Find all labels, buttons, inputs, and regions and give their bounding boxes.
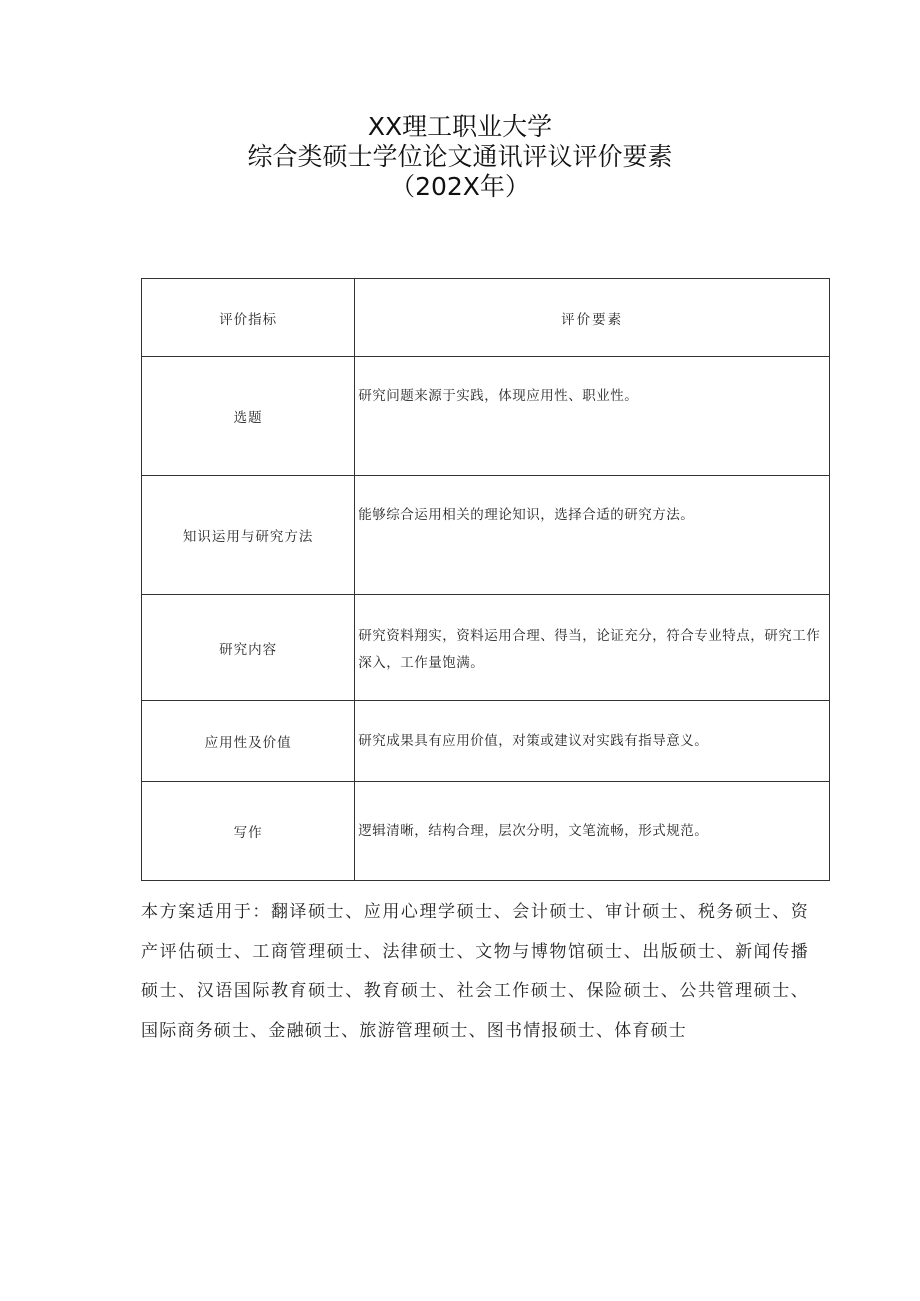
row-elements-cell: 逻辑清晰，结构合理，层次分明，文笔流畅，形式规范。 bbox=[355, 782, 830, 881]
row-index-cell: 选题 bbox=[142, 357, 355, 476]
row-index-cell: 知识运用与研究方法 bbox=[142, 476, 355, 595]
row-elements-cell: 能够综合运用相关的理论知识，选择合适的研究方法。 bbox=[355, 476, 830, 595]
table-row bbox=[142, 701, 830, 782]
document-title-block bbox=[0, 112, 920, 202]
table-row bbox=[142, 782, 830, 881]
header-evaluation-index: 评价指标 bbox=[142, 279, 355, 357]
row-index-cell: 应用性及价值 bbox=[142, 701, 355, 782]
university-name: XX理工职业大学 bbox=[367, 112, 553, 141]
evaluation-table bbox=[141, 278, 830, 881]
row-elements-cell: 研究资料翔实，资料运用合理、得当，论证充分，符合专业特点，研究工作深入，工作量饱满。 bbox=[355, 595, 830, 701]
applicable-scope-note: 本方案适用于：翻译硕士、应用心理学硕士、会计硕士、审计硕士、税务硕士、资产评估硕士、工商管理硕士、法律硕士、文物与博物馆硕士、出版硕士、新闻传播硕士、汉语国际教育硕士、教育硕士、社会工作硕士、保险硕士、公共管理硕士、国际商务硕士、金融硕士、旅游管理硕士、图书情报硕士、体育硕士 bbox=[141, 902, 809, 1041]
header-evaluation-elements: 评价要素 bbox=[355, 279, 830, 357]
table-row bbox=[142, 476, 830, 595]
row-index-cell: 写作 bbox=[142, 782, 355, 881]
row-elements-cell: 研究成果具有应用价值，对策或建议对实践有指导意义。 bbox=[355, 701, 830, 782]
table-row bbox=[142, 357, 830, 476]
row-elements-cell: 研究问题来源于实践，体现应用性、职业性。 bbox=[355, 357, 830, 476]
document-title: 综合类硕士学位论文通讯评议评价要素 bbox=[247, 142, 673, 171]
table-header-row bbox=[142, 279, 830, 357]
row-index-cell: 研究内容 bbox=[142, 595, 355, 701]
document-year: （202X年） bbox=[390, 172, 530, 201]
table-row bbox=[142, 595, 830, 701]
